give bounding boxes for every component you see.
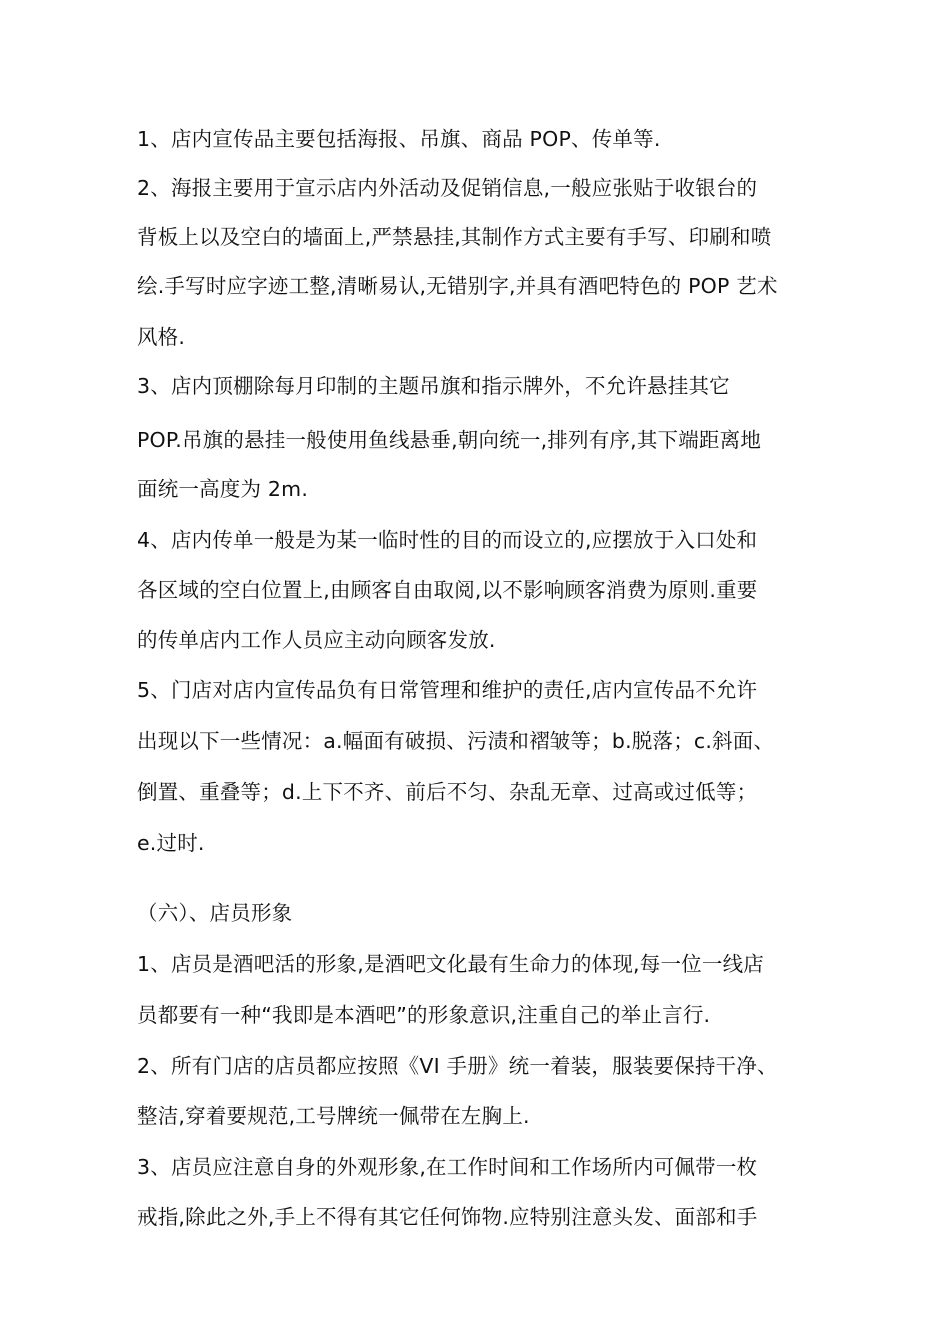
text-line: 2、所有门店的店员都应按照《VI 手册》统一着装，服装要保持干净、 <box>137 1054 778 1078</box>
text-line: 风格. <box>137 325 186 349</box>
text-line: 员都要有一种“我即是本酒吧”的形象意识,注重自己的举止言行. <box>137 1003 711 1027</box>
text-line: 背板上以及空白的墙面上,严禁悬挂,其制作方式主要有手写、印刷和喷 <box>137 225 772 249</box>
text-line: 4、店内传单一般是为某一临时性的目的而设立的,应摆放于入口处和 <box>137 528 758 552</box>
text-line: 各区域的空白位置上,由顾客自由取阅,以不影响顾客消费为原则.重要 <box>137 578 758 602</box>
text-line: 戒指,除此之外,手上不得有其它任何饰物.应特别注意头发、面部和手 <box>137 1205 758 1229</box>
text-line: 的传单店内工作人员应主动向顾客发放. <box>137 628 496 652</box>
text-line: 1、店内宣传品主要包括海报、吊旗、商品 POP、传单等. <box>137 127 661 151</box>
text-line: 倒置、重叠等；d.上下不齐、前后不匀、杂乱无章、过高或过低等； <box>137 780 758 804</box>
text-line: e.过时. <box>137 831 205 855</box>
text-line: 5、门店对店内宣传品负有日常管理和维护的责任,店内宣传品不允许 <box>137 678 758 702</box>
text-line: 1、店员是酒吧活的形象,是酒吧文化最有生命力的体现,每一位一线店 <box>137 952 764 976</box>
text-line: 绘.手写时应字迹工整,清晰易认,无错别字,并具有酒吧特色的 POP 艺术 <box>137 274 778 298</box>
text-line: 面统一高度为 2m. <box>137 477 309 501</box>
text-line: 出现以下一些情况：a.幅面有破损、污渍和褶皱等；b.脱落；c.斜面、 <box>137 729 775 753</box>
text-line: 整洁,穿着要规范,工号牌统一佩带在左胸上. <box>137 1104 530 1128</box>
text-line: 2、海报主要用于宣示店内外活动及促销信息,一般应张贴于收银台的 <box>137 176 758 200</box>
section-heading: （六）、店员形象 <box>137 901 293 925</box>
text-line: 3、店内顶棚除每月印制的主题吊旗和指示牌外，不允许悬挂其它 <box>137 374 730 398</box>
text-line: 3、店员应注意自身的外观形象,在工作时间和工作场所内可佩带一枚 <box>137 1155 758 1179</box>
text-line: POP.吊旗的悬挂一般使用鱼线悬垂,朝向统一,排列有序,其下端距离地 <box>137 428 762 452</box>
